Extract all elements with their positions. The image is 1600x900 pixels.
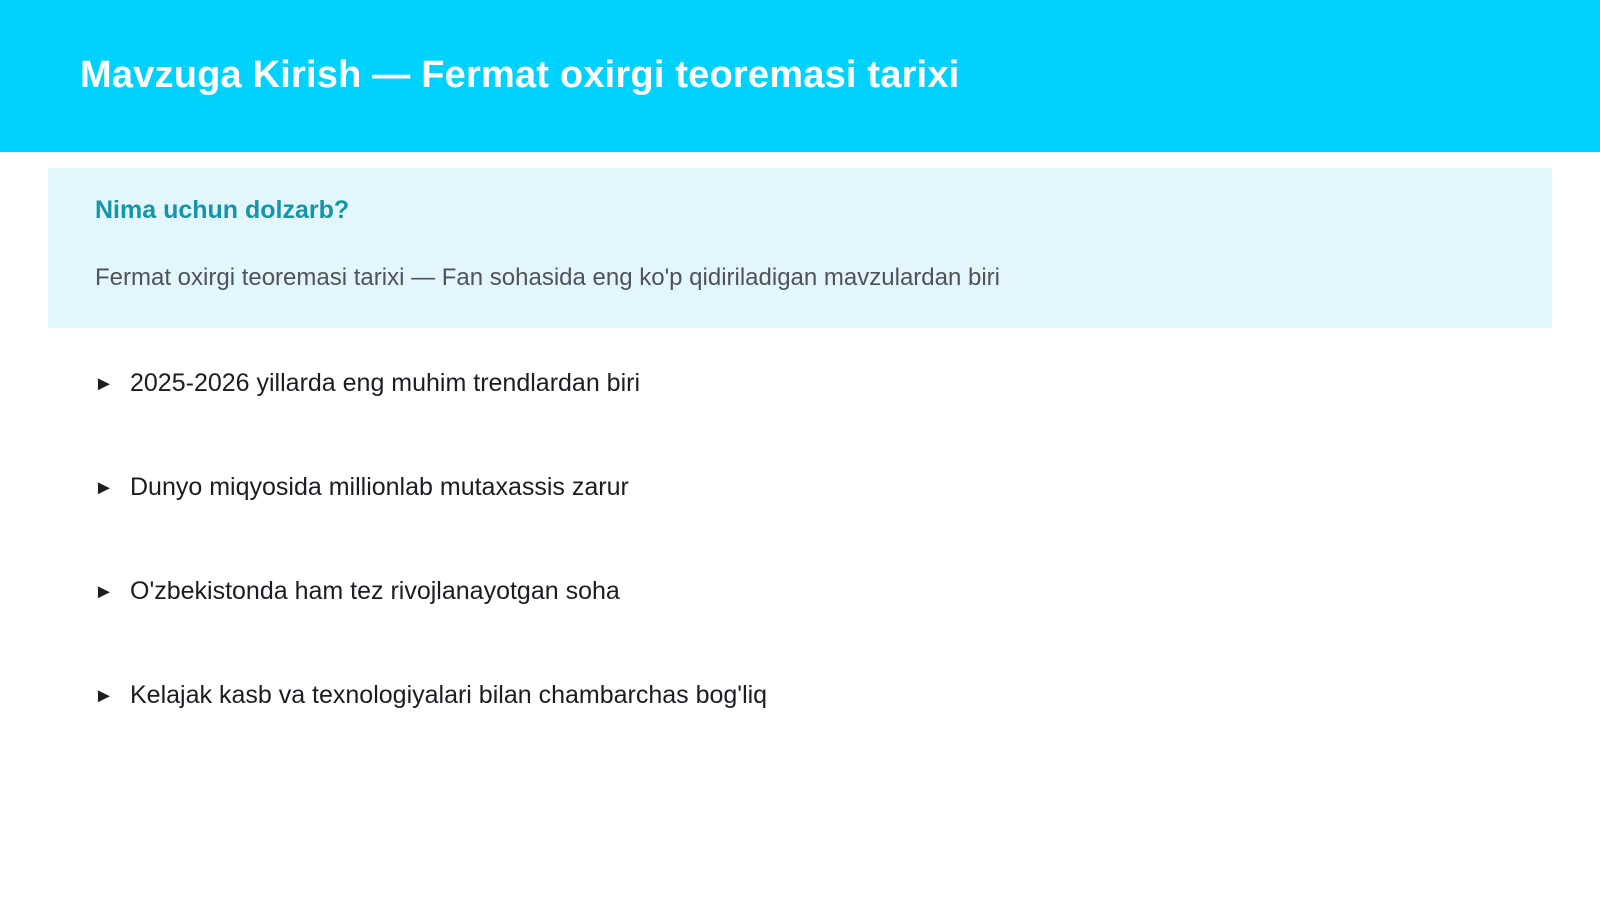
bullet-text: O'zbekistonda ham tez rivojlanayotgan soha: [130, 577, 620, 605]
callout-heading: Nima uchun dolzarb?: [95, 196, 350, 224]
slide-header: [0, 0, 1600, 152]
slide-title: Mavzuga Kirish — Fermat oxirgi teoremasi tarixi: [80, 54, 960, 96]
callout-text: Fermat oxirgi teoremasi tarixi — Fan sohasida eng ko'p qidiriladigan mavzulardan biri: [95, 264, 1000, 291]
bullet-item: [94, 682, 767, 786]
bullet-item: [94, 578, 767, 682]
bullet-item: [94, 370, 767, 474]
bullet-text: Kelajak kasb va texnologiyalari bilan chambarchas bog'liq: [130, 681, 768, 709]
right-pointer-icon: ►: [94, 373, 114, 395]
bullet-list: [94, 370, 767, 786]
callout-box: [48, 168, 1552, 328]
right-pointer-icon: ►: [94, 477, 114, 499]
right-pointer-icon: ►: [94, 685, 114, 707]
bullet-text: Dunyo miqyosida millionlab mutaxassis zarur: [130, 473, 629, 501]
bullet-text: 2025-2026 yillarda eng muhim trendlardan biri: [130, 369, 641, 397]
right-pointer-icon: ►: [94, 581, 114, 603]
bullet-item: [94, 474, 767, 578]
